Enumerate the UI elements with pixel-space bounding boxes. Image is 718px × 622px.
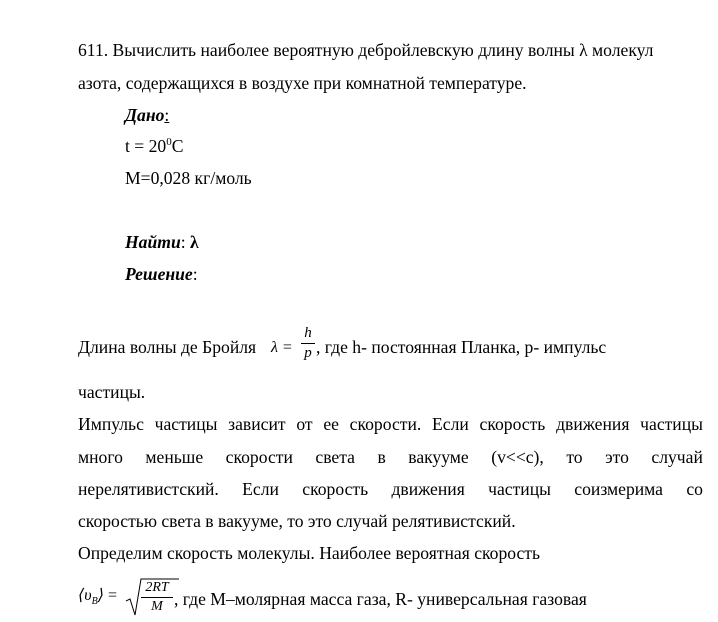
velocity-subscript: B xyxy=(91,596,98,608)
debroglie-prefix: Длина волны де Бройля xyxy=(78,337,257,357)
velocity-formula xyxy=(78,588,117,607)
lambda-fraction xyxy=(301,326,315,361)
paragraph-1-line-1 xyxy=(78,416,703,434)
fraction-denominator: p xyxy=(304,345,312,361)
word: частицы xyxy=(154,414,218,434)
given-heading xyxy=(125,107,169,125)
debroglie-suffix: , где h- постоянная Планка, p- импульс xyxy=(316,337,607,357)
word: Импульс xyxy=(78,414,144,434)
word: Если xyxy=(242,479,279,499)
velocity-suffix: , где М–молярная масса газа, R- универсальная газовая xyxy=(174,589,587,609)
word: скорости xyxy=(225,447,293,467)
word: соизмерима xyxy=(574,479,663,499)
word: движения xyxy=(391,479,465,499)
word: это xyxy=(605,447,629,467)
angle-left: ⟨ xyxy=(78,587,85,604)
given-label: Дано xyxy=(125,105,165,125)
word: то xyxy=(566,447,583,467)
word: ее xyxy=(323,414,339,434)
particles-line: частицы. xyxy=(78,382,146,402)
fraction-bar xyxy=(301,343,315,344)
word: меньше xyxy=(145,447,204,467)
temperature-degree: 0 xyxy=(166,136,172,148)
word: случай xyxy=(651,447,703,467)
sqrt-denominator: M xyxy=(151,599,163,614)
paragraph-1-line-2 xyxy=(78,449,703,467)
word: скорости. xyxy=(349,414,422,434)
word: от xyxy=(296,414,313,434)
solution-colon: : xyxy=(192,264,198,284)
word: Если xyxy=(432,414,469,434)
word: частицы xyxy=(488,479,551,499)
word: нерелятивистский. xyxy=(78,479,219,499)
word: зависит xyxy=(228,414,286,434)
fraction-numerator: h xyxy=(304,325,312,341)
problem-line-1 xyxy=(78,42,653,60)
find-colon: : xyxy=(180,232,186,252)
temperature-prefix: t = 20 xyxy=(125,136,167,156)
word: (v<<c), xyxy=(491,447,544,467)
velocity-equals: = xyxy=(107,587,117,604)
problem-number: 611. xyxy=(78,40,109,60)
given-temperature xyxy=(125,138,183,156)
solution-label: Решение xyxy=(125,264,193,284)
word: частицы xyxy=(640,414,703,434)
find-heading xyxy=(125,234,199,252)
word: света xyxy=(315,447,355,467)
word: скорость xyxy=(302,479,369,499)
temperature-unit: С xyxy=(171,136,184,156)
sqrt-numerator: 2RT xyxy=(145,580,169,595)
problem-text-1: Вычислить наиболее вероятную дебройлевскую длину волны λ молекул xyxy=(112,40,654,60)
find-symbol: λ xyxy=(190,232,199,252)
find-label: Найти xyxy=(125,232,181,252)
paragraph-2: Определим скорость молекулы. Наиболее вероятная скорость xyxy=(78,543,541,563)
sqrt-fraction-bar xyxy=(141,597,173,598)
word: со xyxy=(686,479,703,499)
word: вакууме xyxy=(408,447,469,467)
given-molar-mass: M=0,028 кг/моль xyxy=(125,168,252,188)
paragraph-1-line-4: скоростью света в вакууме, то это случай релятивистский. xyxy=(78,511,516,531)
word: много xyxy=(78,447,123,467)
word: движения xyxy=(556,414,630,434)
word: скорость xyxy=(479,414,546,434)
solution-heading xyxy=(125,266,198,284)
given-colon: : xyxy=(164,105,170,125)
problem-line-2: азота, содержащихся в воздухе при комнатной температуре. xyxy=(78,73,527,93)
angle-right: ⟩ xyxy=(97,587,104,604)
word: в xyxy=(377,447,386,467)
paragraph-1-line-3 xyxy=(78,481,703,499)
lambda-lhs: λ = xyxy=(271,339,293,356)
velocity-symbol: υ xyxy=(84,587,92,604)
sqrt-fraction xyxy=(141,581,173,614)
